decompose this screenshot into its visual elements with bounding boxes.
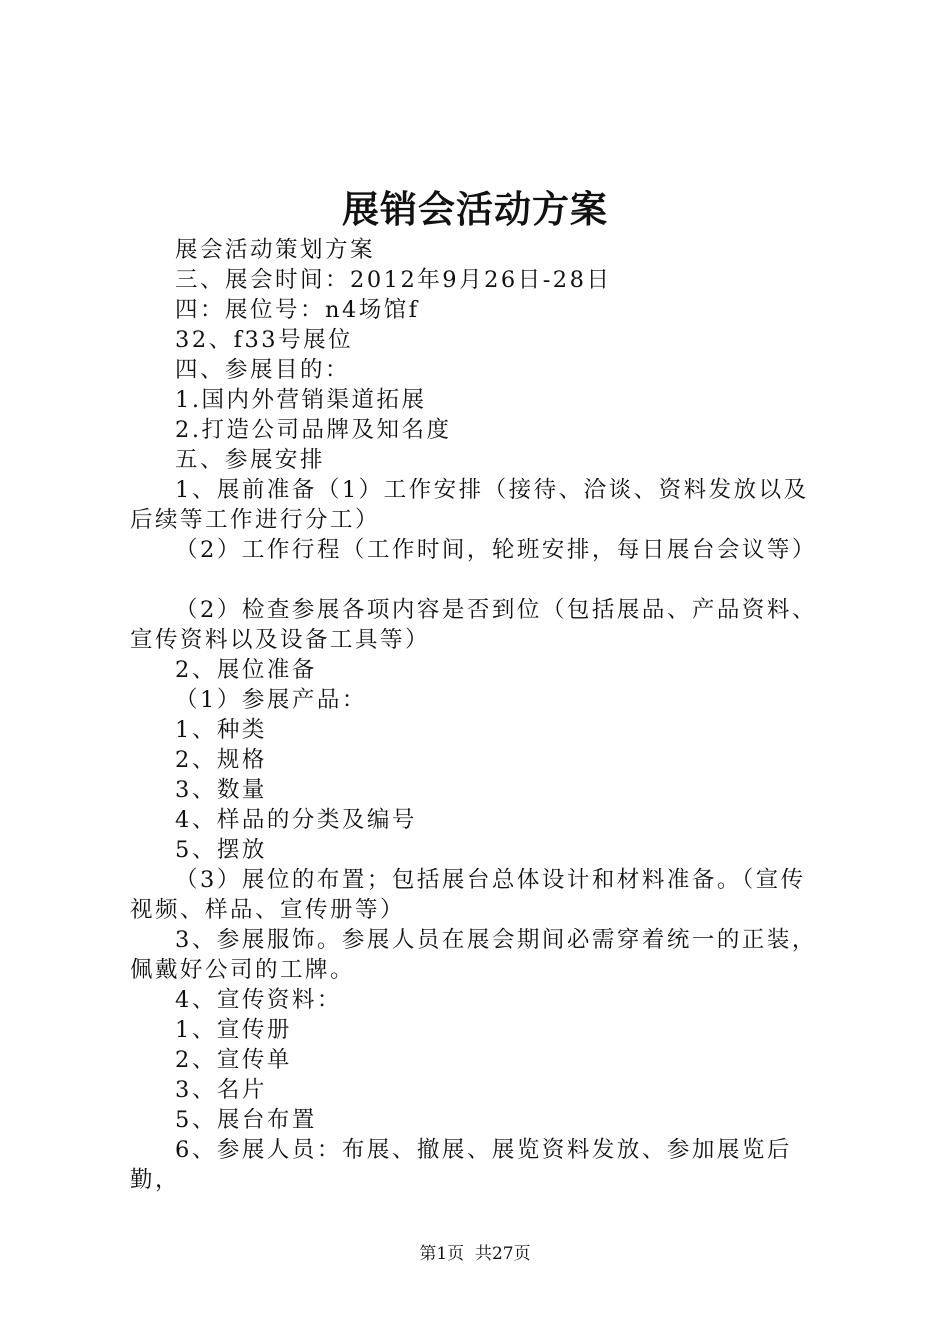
- document-body: [130, 235, 830, 1195]
- paragraph: （1）参展产品：: [175, 687, 367, 713]
- paragraph: 3、数量: [175, 777, 267, 803]
- paragraph: 5、摆放: [175, 837, 267, 863]
- paragraph: 4、宣传资料：: [175, 987, 342, 1013]
- paragraph: 3、参展服饰。参展人员在展会期间必需穿着统一的正装，佩戴好公司的工牌。: [130, 927, 817, 983]
- paragraph: 1、宣传册: [175, 1017, 292, 1043]
- paragraph: 展会活动策划方案: [175, 237, 376, 263]
- paragraph: 1、展前准备（1）工作安排（接待、洽谈、资料发放以及后续等工作进行分工）: [130, 477, 809, 533]
- paragraph: 2、展位准备: [175, 657, 317, 683]
- paragraph: 四、参展目的：: [175, 357, 351, 383]
- paragraph: 2、规格: [175, 747, 267, 773]
- paragraph: 三、展会时间：2012年9月26日-28日: [175, 267, 612, 293]
- paragraph: 5、展台布置: [175, 1107, 317, 1133]
- paragraph: 6、参展人员：布展、撤展、展览资料发放、参加展览后勤，: [130, 1137, 792, 1193]
- paragraph: 2、宣传单: [175, 1047, 292, 1073]
- paragraph: 1.国内外营销渠道拓展: [175, 387, 427, 413]
- page-number-label: 第1页 共27页: [419, 1244, 531, 1264]
- page-footer: [0, 1243, 950, 1265]
- paragraph: （2）工作行程（工作时间，轮班安排，每日展台会议等）: [175, 537, 817, 563]
- paragraph: 3、名片: [175, 1077, 267, 1103]
- paragraph: 1、种类: [175, 717, 267, 743]
- paragraph: 五、参展安排: [175, 447, 326, 473]
- paragraph: 2.打造公司品牌及知名度: [175, 417, 452, 443]
- document-title: 展销会活动方案: [342, 187, 608, 231]
- paragraph: （3）展位的布置；包括展台总体设计和材料准备。（宣传视频、样品、宣传册等）: [130, 867, 806, 923]
- paragraph: 4、样品的分类及编号: [175, 807, 417, 833]
- paragraph: （2）检查参展各项内容是否到位（包括展品、产品资料、宣传资料以及设备工具等）: [130, 597, 817, 653]
- paragraph: 32、f33号展位: [175, 327, 354, 353]
- paragraph: 四：展位号：n4场馆f: [175, 297, 420, 323]
